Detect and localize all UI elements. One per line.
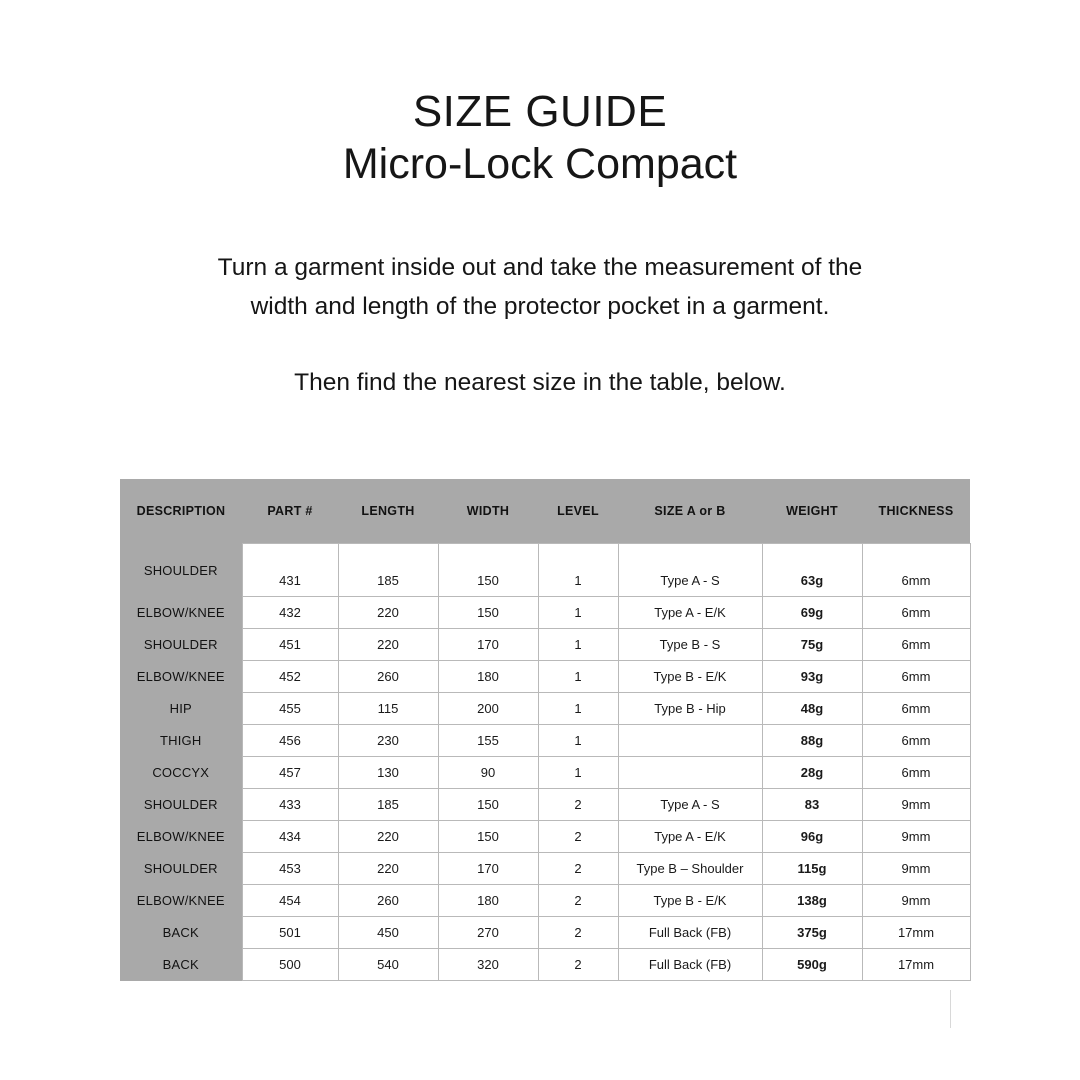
cell-thickness: 9mm — [862, 821, 970, 853]
intro-line-3: Then find the nearest size in the table, below. — [294, 369, 786, 397]
cell-length: 450 — [338, 917, 438, 949]
cell-desc: COCCYX — [120, 757, 242, 789]
table-row — [120, 757, 970, 789]
cell-size — [618, 725, 762, 757]
cell-part: 431 — [242, 544, 338, 597]
cell-part: 455 — [242, 693, 338, 725]
title-secondary: Micro-Lock Compact — [342, 139, 738, 188]
table-row — [120, 597, 970, 629]
cell-thickness: 6mm — [862, 725, 970, 757]
table-header-row — [120, 479, 970, 544]
cell-weight: 75g — [762, 629, 862, 661]
cell-length: 185 — [338, 544, 438, 597]
table-row — [120, 629, 970, 661]
cell-thickness: 6mm — [862, 544, 970, 597]
cell-width: 150 — [438, 789, 538, 821]
cell-size: Type A - S — [618, 789, 762, 821]
cell-part: 433 — [242, 789, 338, 821]
cell-level: 2 — [538, 885, 618, 917]
cell-thickness: 6mm — [862, 661, 970, 693]
column-header-width: WIDTH — [438, 479, 538, 544]
table-row — [120, 917, 970, 949]
table-row — [120, 853, 970, 885]
size-table — [120, 479, 971, 981]
cell-weight: 48g — [762, 693, 862, 725]
cell-width: 170 — [438, 629, 538, 661]
column-header-level: LEVEL — [538, 479, 618, 544]
cell-width: 200 — [438, 693, 538, 725]
table-header — [120, 479, 970, 544]
cell-length: 260 — [338, 885, 438, 917]
bottom-divider — [950, 990, 951, 1028]
table-row — [120, 789, 970, 821]
cell-size: Type B - E/K — [618, 885, 762, 917]
cell-weight: 138g — [762, 885, 862, 917]
cell-desc: HIP — [120, 693, 242, 725]
column-header-weight: WEIGHT — [762, 479, 862, 544]
column-header-length: LENGTH — [338, 479, 438, 544]
column-header-part: PART # — [242, 479, 338, 544]
cell-weight: 96g — [762, 821, 862, 853]
cell-weight: 115g — [762, 853, 862, 885]
cell-length: 220 — [338, 597, 438, 629]
cell-level: 2 — [538, 917, 618, 949]
cell-size: Type A - E/K — [618, 821, 762, 853]
cell-width: 90 — [438, 757, 538, 789]
cell-length: 260 — [338, 661, 438, 693]
title-primary: SIZE GUIDE — [412, 87, 668, 136]
cell-weight: 69g — [762, 597, 862, 629]
cell-thickness: 6mm — [862, 693, 970, 725]
column-header-size: SIZE A or B — [618, 479, 762, 544]
table-row — [120, 949, 970, 981]
cell-size: Type B - Hip — [618, 693, 762, 725]
cell-part: 456 — [242, 725, 338, 757]
cell-thickness: 17mm — [862, 949, 970, 981]
cell-level: 2 — [538, 821, 618, 853]
cell-thickness: 9mm — [862, 789, 970, 821]
cell-width: 180 — [438, 885, 538, 917]
table-row — [120, 885, 970, 917]
page-title — [0, 0, 1080, 192]
cell-weight: 63g — [762, 544, 862, 597]
cell-desc: BACK — [120, 917, 242, 949]
cell-size: Type A - E/K — [618, 597, 762, 629]
table-row — [120, 693, 970, 725]
cell-desc: ELBOW/KNEE — [120, 821, 242, 853]
cell-length: 230 — [338, 725, 438, 757]
cell-thickness: 6mm — [862, 597, 970, 629]
table-body — [120, 544, 970, 981]
cell-size — [618, 757, 762, 789]
cell-part: 451 — [242, 629, 338, 661]
cell-thickness: 6mm — [862, 757, 970, 789]
cell-size: Type B - E/K — [618, 661, 762, 693]
cell-weight: 83 — [762, 789, 862, 821]
cell-thickness: 17mm — [862, 917, 970, 949]
cell-part: 454 — [242, 885, 338, 917]
cell-length: 130 — [338, 757, 438, 789]
cell-desc: SHOULDER — [120, 544, 242, 597]
table-row — [120, 821, 970, 853]
intro-line-2: width and length of the protector pocket in a garment. — [250, 293, 830, 321]
cell-part: 434 — [242, 821, 338, 853]
cell-part: 457 — [242, 757, 338, 789]
cell-weight: 93g — [762, 661, 862, 693]
cell-level: 1 — [538, 757, 618, 789]
cell-level: 1 — [538, 544, 618, 597]
cell-size: Full Back (FB) — [618, 949, 762, 981]
cell-width: 150 — [438, 597, 538, 629]
cell-weight: 28g — [762, 757, 862, 789]
table-row — [120, 544, 970, 597]
cell-thickness: 9mm — [862, 853, 970, 885]
cell-length: 185 — [338, 789, 438, 821]
cell-level: 1 — [538, 693, 618, 725]
cell-level: 2 — [538, 949, 618, 981]
intro-paragraph — [0, 248, 1080, 327]
cell-desc: ELBOW/KNEE — [120, 885, 242, 917]
cell-length: 220 — [338, 853, 438, 885]
cell-length: 220 — [338, 629, 438, 661]
cell-desc: SHOULDER — [120, 629, 242, 661]
cell-length: 540 — [338, 949, 438, 981]
cell-weight: 375g — [762, 917, 862, 949]
cell-weight: 590g — [762, 949, 862, 981]
cell-size: Full Back (FB) — [618, 917, 762, 949]
cell-width: 170 — [438, 853, 538, 885]
cell-width: 180 — [438, 661, 538, 693]
cell-level: 2 — [538, 853, 618, 885]
cell-part: 432 — [242, 597, 338, 629]
cell-weight: 88g — [762, 725, 862, 757]
column-header-thickness: THICKNESS — [862, 479, 970, 544]
cell-level: 1 — [538, 629, 618, 661]
intro-line-1: Turn a garment inside out and take the measurement of the — [217, 253, 863, 281]
cell-part: 452 — [242, 661, 338, 693]
cell-width: 150 — [438, 821, 538, 853]
cell-thickness: 6mm — [862, 629, 970, 661]
cell-size: Type A - S — [618, 544, 762, 597]
table-row — [120, 725, 970, 757]
cell-length: 220 — [338, 821, 438, 853]
cell-part: 501 — [242, 917, 338, 949]
cell-desc: SHOULDER — [120, 789, 242, 821]
cell-size: Type B – Shoulder — [618, 853, 762, 885]
cell-width: 320 — [438, 949, 538, 981]
size-table-container — [120, 479, 960, 981]
cell-part: 500 — [242, 949, 338, 981]
cell-width: 270 — [438, 917, 538, 949]
cell-desc: ELBOW/KNEE — [120, 597, 242, 629]
cell-size: Type B - S — [618, 629, 762, 661]
cell-desc: SHOULDER — [120, 853, 242, 885]
cell-length: 115 — [338, 693, 438, 725]
cell-level: 1 — [538, 661, 618, 693]
cell-desc: THIGH — [120, 725, 242, 757]
cell-level: 1 — [538, 725, 618, 757]
cell-width: 155 — [438, 725, 538, 757]
table-row — [120, 661, 970, 693]
cell-desc: ELBOW/KNEE — [120, 661, 242, 693]
cell-desc: BACK — [120, 949, 242, 981]
cell-part: 453 — [242, 853, 338, 885]
cell-level: 2 — [538, 789, 618, 821]
cell-thickness: 9mm — [862, 885, 970, 917]
column-header-description: DESCRIPTION — [120, 479, 242, 544]
cell-width: 150 — [438, 544, 538, 597]
cell-level: 1 — [538, 597, 618, 629]
